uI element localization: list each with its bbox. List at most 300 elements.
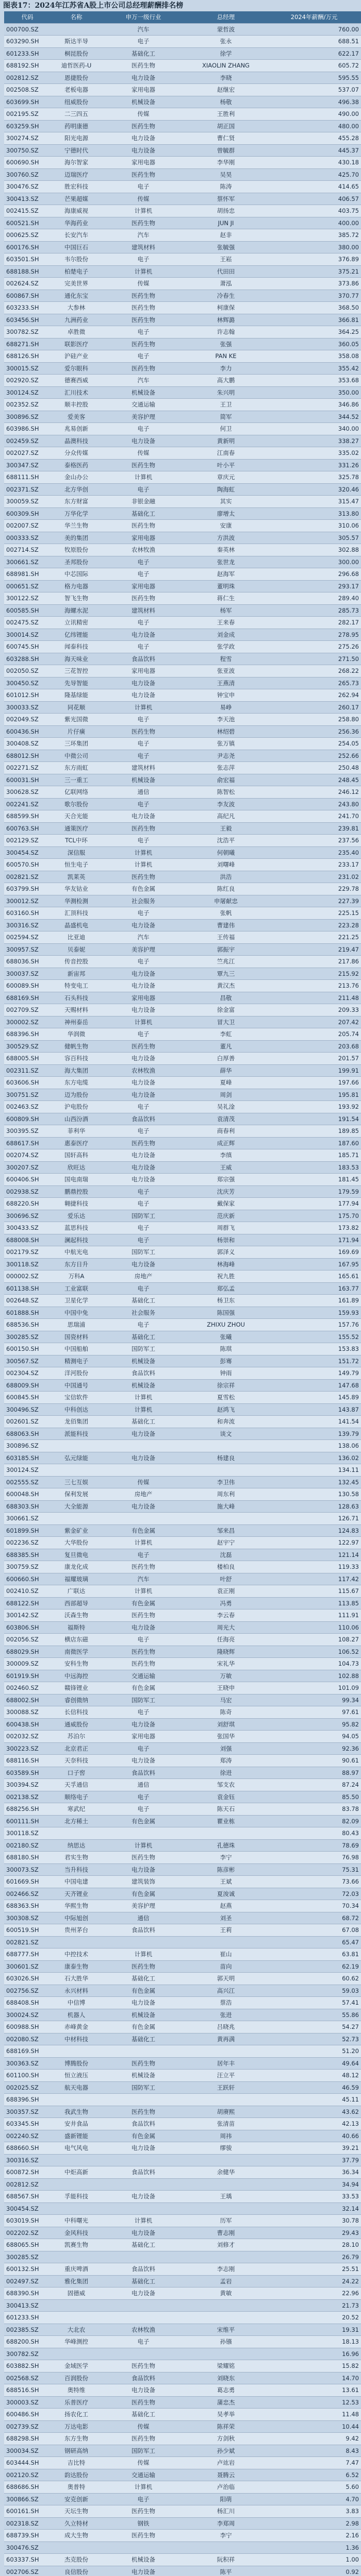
cell-industry: 农林牧渔 <box>102 1064 185 1077</box>
cell-chairman: 何卫 <box>185 423 267 435</box>
cell-compensation: 366.81 <box>267 314 361 326</box>
cell-code: 300014.SZ <box>4 629 51 641</box>
cell-compensation: 285.73 <box>267 604 361 617</box>
cell-name <box>51 2045 102 2058</box>
cell-chairman: 邹支农 <box>185 1779 267 1791</box>
cell-compensation: 256.36 <box>267 725 361 738</box>
cell-name: 顺络电子 <box>51 1791 102 1803</box>
table-row <box>4 2299 361 2312</box>
cell-code: 002138.SZ <box>4 1791 51 1803</box>
cell-code: 601888.SH <box>4 1307 51 1319</box>
cell-industry: 有色金属 <box>102 2130 185 2142</box>
cell-chairman: 张国华 <box>185 1731 267 1743</box>
cell-chairman: 成正辉 <box>185 1137 267 1149</box>
cell-chairman: 李云春 <box>185 1609 267 1622</box>
cell-name: 中芯国际 <box>51 568 102 581</box>
table-row <box>4 72 361 84</box>
cell-compensation: 159.93 <box>267 1307 361 1319</box>
cell-code: 688065.SH <box>4 2239 51 2251</box>
cell-chairman: 陈红良 <box>185 883 267 895</box>
table-header <box>4 11 361 23</box>
cell-compensation: 622.17 <box>267 47 361 60</box>
cell-compensation: 358.08 <box>267 350 361 363</box>
table-row <box>4 2493 361 2505</box>
cell-name: 金风科技 <box>51 2227 102 2239</box>
cell-industry: 电子 <box>102 483 185 496</box>
cell-name: 天赐材料 <box>51 1004 102 1016</box>
table-row <box>4 338 361 350</box>
cell-industry: 计算机 <box>102 2215 185 2227</box>
table-row <box>4 1609 361 1622</box>
cell-name: 睿创微纳 <box>51 1694 102 1706</box>
cell-industry: 医药生物 <box>102 2360 185 2372</box>
cell-industry: 医药生物 <box>102 217 185 229</box>
cell-chairman: 卢竑岩 <box>185 2457 267 2469</box>
cell-code: 002475.SZ <box>4 617 51 629</box>
cell-chairman: 陈平 <box>185 2566 267 2576</box>
cell-compensation: 73.66 <box>267 1876 361 1888</box>
cell-chairman: 程雪 <box>185 653 267 665</box>
cell-code: 300308.SZ <box>4 1912 51 1924</box>
cell-code: 300009.SZ <box>4 1658 51 1670</box>
table-row <box>4 992 361 1004</box>
table-row <box>4 2287 361 2300</box>
cell-code: 688116.SH <box>4 1755 51 1767</box>
cell-name: 兆易创新 <box>51 423 102 435</box>
cell-compensation: 217.86 <box>267 956 361 968</box>
table-row <box>4 1513 361 1525</box>
cell-compensation: 54.27 <box>267 2021 361 2033</box>
cell-name: 长安汽车 <box>51 229 102 242</box>
table-row <box>4 2178 361 2191</box>
cell-name: 歌尔股份 <box>51 798 102 810</box>
cell-code: 300118.SZ <box>4 1827 51 1840</box>
table-row <box>4 665 361 677</box>
cell-code: 601138.SH <box>4 1282 51 1295</box>
cell-name: 奥普特 <box>51 2481 102 2494</box>
cell-compensation: 181.45 <box>267 1174 361 1186</box>
cell-industry: 传媒 <box>102 2457 185 2469</box>
cell-name: 重庆啤酒 <box>51 2263 102 2276</box>
cell-code: 603799.SH <box>4 883 51 895</box>
cell-compensation: 376.89 <box>267 253 361 266</box>
table-row <box>4 2227 361 2239</box>
cell-name: 中材科技 <box>51 2033 102 2045</box>
cell-industry <box>102 1464 185 1477</box>
cell-chairman: 蔡浩 <box>185 1997 267 2009</box>
cell-compensation: 32.14 <box>267 2202 361 2215</box>
cell-industry: 有色金属 <box>102 1682 185 1694</box>
cell-compensation: 385.72 <box>267 229 361 242</box>
cell-industry: 传媒 <box>102 447 185 460</box>
cell-name: 健帆生物 <box>51 1040 102 1053</box>
table-row <box>4 447 361 460</box>
cell-name: 机器人 <box>51 2009 102 2021</box>
cell-industry: 计算机 <box>102 1392 185 1404</box>
cell-name: 山西汾酒 <box>51 1113 102 1125</box>
cell-chairman: 钟雨 <box>185 1367 267 1380</box>
column-header-compensation: 2024年薪酬/万元 <box>267 11 361 23</box>
table-row <box>4 290 361 302</box>
cell-name: 芒果超媒 <box>51 193 102 205</box>
table-row <box>4 2154 361 2166</box>
cell-compensation: 39.21 <box>267 2142 361 2155</box>
cell-industry: 电力设备 <box>102 72 185 84</box>
table-row <box>4 483 361 496</box>
cell-compensation: 225.15 <box>267 907 361 920</box>
table-row <box>4 871 361 883</box>
cell-name: 卫星化学 <box>51 1295 102 1307</box>
cell-chairman: 吴礼淦 <box>185 1101 267 1113</box>
cell-chairman: 徐金富 <box>185 1004 267 1016</box>
cell-industry: 计算机 <box>102 471 185 484</box>
cell-name: 久立特材 <box>51 2517 102 2530</box>
cell-chairman: 祝九胜 <box>185 1270 267 1283</box>
cell-compensation: 205.74 <box>267 1028 361 1041</box>
cell-name: 通化东宝 <box>51 290 102 302</box>
cell-industry: 汽车 <box>102 1573 185 1585</box>
table-row <box>4 1295 361 1307</box>
cell-chairman: 林绍碧 <box>185 725 267 738</box>
cell-chairman: 周剑 <box>185 1089 267 1101</box>
cell-chairman: 廖增太 <box>185 507 267 520</box>
cell-industry: 社会服务 <box>102 895 185 907</box>
table-row <box>4 1113 361 1125</box>
cell-industry: 医药生物 <box>102 2530 185 2542</box>
cell-chairman: 陈智松 <box>185 786 267 799</box>
table-row <box>4 471 361 484</box>
cell-name: 蓝思科技 <box>51 1222 102 1234</box>
cell-compensation: 229.78 <box>267 883 361 895</box>
cell-chairman: 袁清茂 <box>185 1113 267 1125</box>
cell-industry: 基础化工 <box>102 507 185 520</box>
cell-compensation: 113.85 <box>267 1597 361 1609</box>
cell-industry: 通信 <box>102 1912 185 1924</box>
cell-code: 300059.SZ <box>4 496 51 508</box>
cell-compensation: 59.03 <box>267 1985 361 1997</box>
cell-industry: 电力设备 <box>102 1621 185 1634</box>
cell-compensation: 45.11 <box>267 2094 361 2106</box>
cell-name: 奥特维 <box>51 2384 102 2397</box>
cell-chairman: 吴昊 <box>185 168 267 181</box>
cell-code: 002709.SZ <box>4 1004 51 1016</box>
cell-name: 容百科技 <box>51 1053 102 1065</box>
cell-industry: 建筑材料 <box>102 241 185 253</box>
cell-chairman: 刘强 <box>185 1742 267 1755</box>
cell-compensation: 373.86 <box>267 278 361 290</box>
cell-code: 002415.SZ <box>4 205 51 217</box>
cell-compensation: 231.02 <box>267 871 361 883</box>
table-row <box>4 2348 361 2360</box>
cell-compensation: 60.62 <box>267 1973 361 1985</box>
cell-industry <box>102 1440 185 1452</box>
cell-chairman: 李卫伟 <box>185 1476 267 1488</box>
cell-chairman: 谈文 <box>185 1428 267 1440</box>
cell-name: 石头科技 <box>51 992 102 1004</box>
cell-name: 南微医学 <box>51 1646 102 1658</box>
cell-code: 688192.SH <box>4 60 51 72</box>
cell-industry: 医药生物 <box>102 2396 185 2409</box>
cell-compensation: 80.43 <box>267 1827 361 1840</box>
cell-chairman: 缪骏 <box>185 2142 267 2155</box>
cell-industry: 电子 <box>102 556 185 568</box>
cell-chairman: 李友波 <box>185 798 267 810</box>
table-row <box>4 1791 361 1803</box>
cell-chairman: 刘曙峰 <box>185 859 267 871</box>
table-row <box>4 1585 361 1598</box>
cell-chairman: 杨汇川 <box>185 2505 267 2518</box>
cell-chairman: 聂腾云 <box>185 2469 267 2481</box>
cell-industry: 医药生物 <box>102 2433 185 2445</box>
cell-name <box>51 2348 102 2360</box>
cell-compensation: 262.94 <box>267 689 361 702</box>
table-row <box>4 2215 361 2227</box>
cell-compensation: 237.56 <box>267 835 361 847</box>
cell-code: 000651.SZ <box>4 580 51 592</box>
cell-code: 603288.SH <box>4 653 51 665</box>
cell-compensation: 88.97 <box>267 1767 361 1779</box>
cell-code: 600867.SH <box>4 290 51 302</box>
cell-compensation: 101.09 <box>267 1682 361 1694</box>
cell-name: 大全能源 <box>51 1500 102 1513</box>
cell-compensation: 3.83 <box>267 2505 361 2518</box>
cell-compensation: 145.89 <box>267 1392 361 1404</box>
cell-name: 吉比特 <box>51 2457 102 2469</box>
cell-compensation: 14.70 <box>267 2372 361 2384</box>
table-row <box>4 1428 361 1440</box>
cell-chairman: 李宁 <box>185 2530 267 2542</box>
cell-name: 牧原股份 <box>51 544 102 556</box>
table-row <box>4 1537 361 1549</box>
table-row <box>4 2263 361 2276</box>
cell-code: 002624.SZ <box>4 278 51 290</box>
cell-industry: 电子 <box>102 738 185 750</box>
cell-industry: 机械设备 <box>102 2554 185 2566</box>
cell-compensation: 95.82 <box>267 1718 361 1731</box>
cell-industry: 电子 <box>102 617 185 629</box>
cell-code: 002241.SZ <box>4 798 51 810</box>
table-row <box>4 1803 361 1816</box>
table-row <box>4 205 361 217</box>
cell-chairman: 赵非 <box>185 229 267 242</box>
table-row <box>4 1863 361 1876</box>
column-header-code: 代码 <box>4 11 51 23</box>
cell-code: 002812.SZ <box>4 2178 51 2191</box>
cell-compensation: 30.78 <box>267 2215 361 2227</box>
column-header-chairman: 总经理 <box>185 11 267 23</box>
cell-compensation: 490.00 <box>267 108 361 121</box>
cell-name: 先导智能 <box>51 677 102 689</box>
cell-chairman: 王瑀 <box>185 2191 267 2203</box>
table-row <box>4 2045 361 2058</box>
cell-chairman: 陈彦彬 <box>185 1863 267 1876</box>
cell-code: 002920.SZ <box>4 375 51 387</box>
cell-code: 688169.SH <box>4 2045 51 2058</box>
cell-code: 002007.SZ <box>4 520 51 532</box>
cell-compensation: 193.92 <box>267 1101 361 1113</box>
table-row <box>4 1876 361 1888</box>
table-row <box>4 36 361 48</box>
cell-code: 688599.SH <box>4 810 51 823</box>
cell-code: 002179.SZ <box>4 1246 51 1259</box>
cell-code: 300118.SZ <box>4 1258 51 1270</box>
table-row <box>4 2251 361 2263</box>
cell-compensation: 364.25 <box>267 326 361 338</box>
cell-chairman: 易峥 <box>185 701 267 714</box>
cell-code: 002508.SZ <box>4 84 51 96</box>
cell-chairman: 蒋仁生 <box>185 592 267 605</box>
cell-compensation: 201.57 <box>267 1053 361 1065</box>
cell-name: 盛新锂能 <box>51 2130 102 2142</box>
table-row <box>4 1053 361 1065</box>
cell-industry: 电子 <box>102 1125 185 1138</box>
cell-name: 欣旺达 <box>51 1161 102 1174</box>
table-row <box>4 2566 361 2576</box>
cell-chairman: 郭天明 <box>185 1973 267 1985</box>
cell-compensation: 406.57 <box>267 193 361 205</box>
cell-chairman: 孙镪 <box>185 2336 267 2348</box>
cell-chairman: 葛志勇 <box>185 2384 267 2397</box>
cell-compensation: 11.48 <box>267 2409 361 2421</box>
cell-name: 格力电器 <box>51 580 102 592</box>
cell-chairman: 郑涛 <box>185 1755 267 1767</box>
table-row <box>4 568 361 581</box>
table-row <box>4 2481 361 2494</box>
cell-chairman <box>185 2541 267 2554</box>
cell-name: 广联达 <box>51 1585 102 1598</box>
table-row <box>4 2312 361 2324</box>
cell-name: 沪硅产业 <box>51 350 102 363</box>
cell-industry: 电子 <box>102 907 185 920</box>
table-row <box>4 2433 361 2445</box>
cell-industry: 医药生物 <box>102 520 185 532</box>
cell-name: 菲利华 <box>51 1125 102 1138</box>
cell-chairman: 秦英林 <box>185 544 267 556</box>
cell-code: 300866.SZ <box>4 2493 51 2505</box>
cell-name: 中信博 <box>51 1997 102 2009</box>
cell-code: 601100.SH <box>4 2070 51 2082</box>
cell-code: 603882.SH <box>4 2360 51 2372</box>
cell-code: 688686.SH <box>4 2481 51 2494</box>
cell-compensation: 331.26 <box>267 459 361 471</box>
table-row <box>4 399 361 411</box>
cell-code: 600690.SH <box>4 157 51 169</box>
cell-name: 万科A <box>51 1270 102 1283</box>
table-row <box>4 2409 361 2421</box>
cell-compensation: 111.91 <box>267 1609 361 1622</box>
cell-compensation: 85.50 <box>267 1791 361 1803</box>
cell-industry: 电力设备 <box>102 919 185 931</box>
cell-code: 300073.SZ <box>4 1863 51 1876</box>
cell-compensation: 106.52 <box>267 1646 361 1658</box>
table-row <box>4 2094 361 2106</box>
cell-name: TCL中环 <box>51 835 102 847</box>
cell-compensation: 124.83 <box>267 1524 361 1537</box>
cell-code: 300088.SZ <box>4 1706 51 1719</box>
cell-chairman: 王卫 <box>185 399 267 411</box>
cell-name: 迈瑞医疗 <box>51 168 102 181</box>
cell-industry: 电子 <box>102 1549 185 1561</box>
table-row <box>4 1343 361 1355</box>
cell-name: 斯达半导 <box>51 36 102 48</box>
cell-chairman: 其实 <box>185 496 267 508</box>
cell-industry: 医药生物 <box>102 1658 185 1670</box>
cell-chairman: 方洪波 <box>185 532 267 544</box>
table-row <box>4 2239 361 2251</box>
cell-name: 凯莱英 <box>51 871 102 883</box>
cell-industry: 医药生物 <box>102 1646 185 1658</box>
cell-industry: 电子 <box>102 181 185 193</box>
cell-compensation: 760.00 <box>267 23 361 36</box>
cell-compensation: 195.81 <box>267 1089 361 1101</box>
cell-name: 中控技术 <box>51 1948 102 1961</box>
table-row <box>4 1028 361 1041</box>
cell-code: 002648.SZ <box>4 1295 51 1307</box>
cell-compensation: 70.34 <box>267 1900 361 1912</box>
cell-compensation: 5.60 <box>267 2481 361 2494</box>
table-row <box>4 943 361 956</box>
cell-name: 汇顶科技 <box>51 907 102 920</box>
cell-compensation: 36.34 <box>267 2166 361 2179</box>
table-row <box>4 1355 361 1367</box>
cell-compensation: 445.37 <box>267 144 361 157</box>
table-row <box>4 1718 361 1731</box>
cell-compensation: 414.65 <box>267 181 361 193</box>
cell-compensation: 151.72 <box>267 1355 361 1367</box>
cell-name: 纽威股份 <box>51 96 102 108</box>
cell-code: 300122.SZ <box>4 592 51 605</box>
cell-compensation: 183.53 <box>267 1161 361 1174</box>
table-row <box>4 1924 361 1937</box>
cell-chairman: 商春利 <box>185 1125 267 1138</box>
table-row <box>4 1101 361 1113</box>
cell-code: 300450.SZ <box>4 677 51 689</box>
cell-industry <box>102 2094 185 2106</box>
cell-code: 603026.SH <box>4 1973 51 1985</box>
table-row <box>4 2372 361 2384</box>
cell-chairman: 徐宗祥 <box>185 1379 267 1392</box>
table-row <box>4 544 361 556</box>
cell-name: 泰格医药 <box>51 459 102 471</box>
cell-chairman: JUN JI <box>185 217 267 229</box>
cell-compensation: 219.47 <box>267 943 361 956</box>
cell-name: 韦尔股份 <box>51 253 102 266</box>
cell-compensation: 9.42 <box>267 2433 361 2445</box>
cell-name: 良信股份 <box>51 2566 102 2576</box>
cell-industry: 电子 <box>102 1282 185 1295</box>
table-row <box>4 2130 361 2142</box>
cell-name: 纳思达 <box>51 1839 102 1852</box>
cell-compensation: 22.96 <box>267 2287 361 2300</box>
cell-name: 安井食品 <box>51 2118 102 2130</box>
cell-industry: 电力设备 <box>102 435 185 447</box>
cell-industry: 国防军工 <box>102 1210 185 1222</box>
cell-code: 600845.SH <box>4 1392 51 1404</box>
cell-industry: 医药生物 <box>102 1609 185 1622</box>
cell-name: 中国船舶 <box>51 1343 102 1355</box>
cell-name: 海螺水泥 <box>51 604 102 617</box>
cell-chairman: 汪立平 <box>185 2070 267 2082</box>
cell-code: 000625.SZ <box>4 229 51 242</box>
cell-chairman: 白厚善 <box>185 1053 267 1065</box>
cell-name: 联影医疗 <box>51 338 102 350</box>
cell-name: 爱美客 <box>51 411 102 423</box>
cell-industry: 电力设备 <box>102 1053 185 1065</box>
table-row <box>4 2420 361 2433</box>
cell-name: 永兴材料 <box>51 1985 102 1997</box>
cell-compensation: 305.57 <box>267 532 361 544</box>
table-row <box>4 314 361 326</box>
